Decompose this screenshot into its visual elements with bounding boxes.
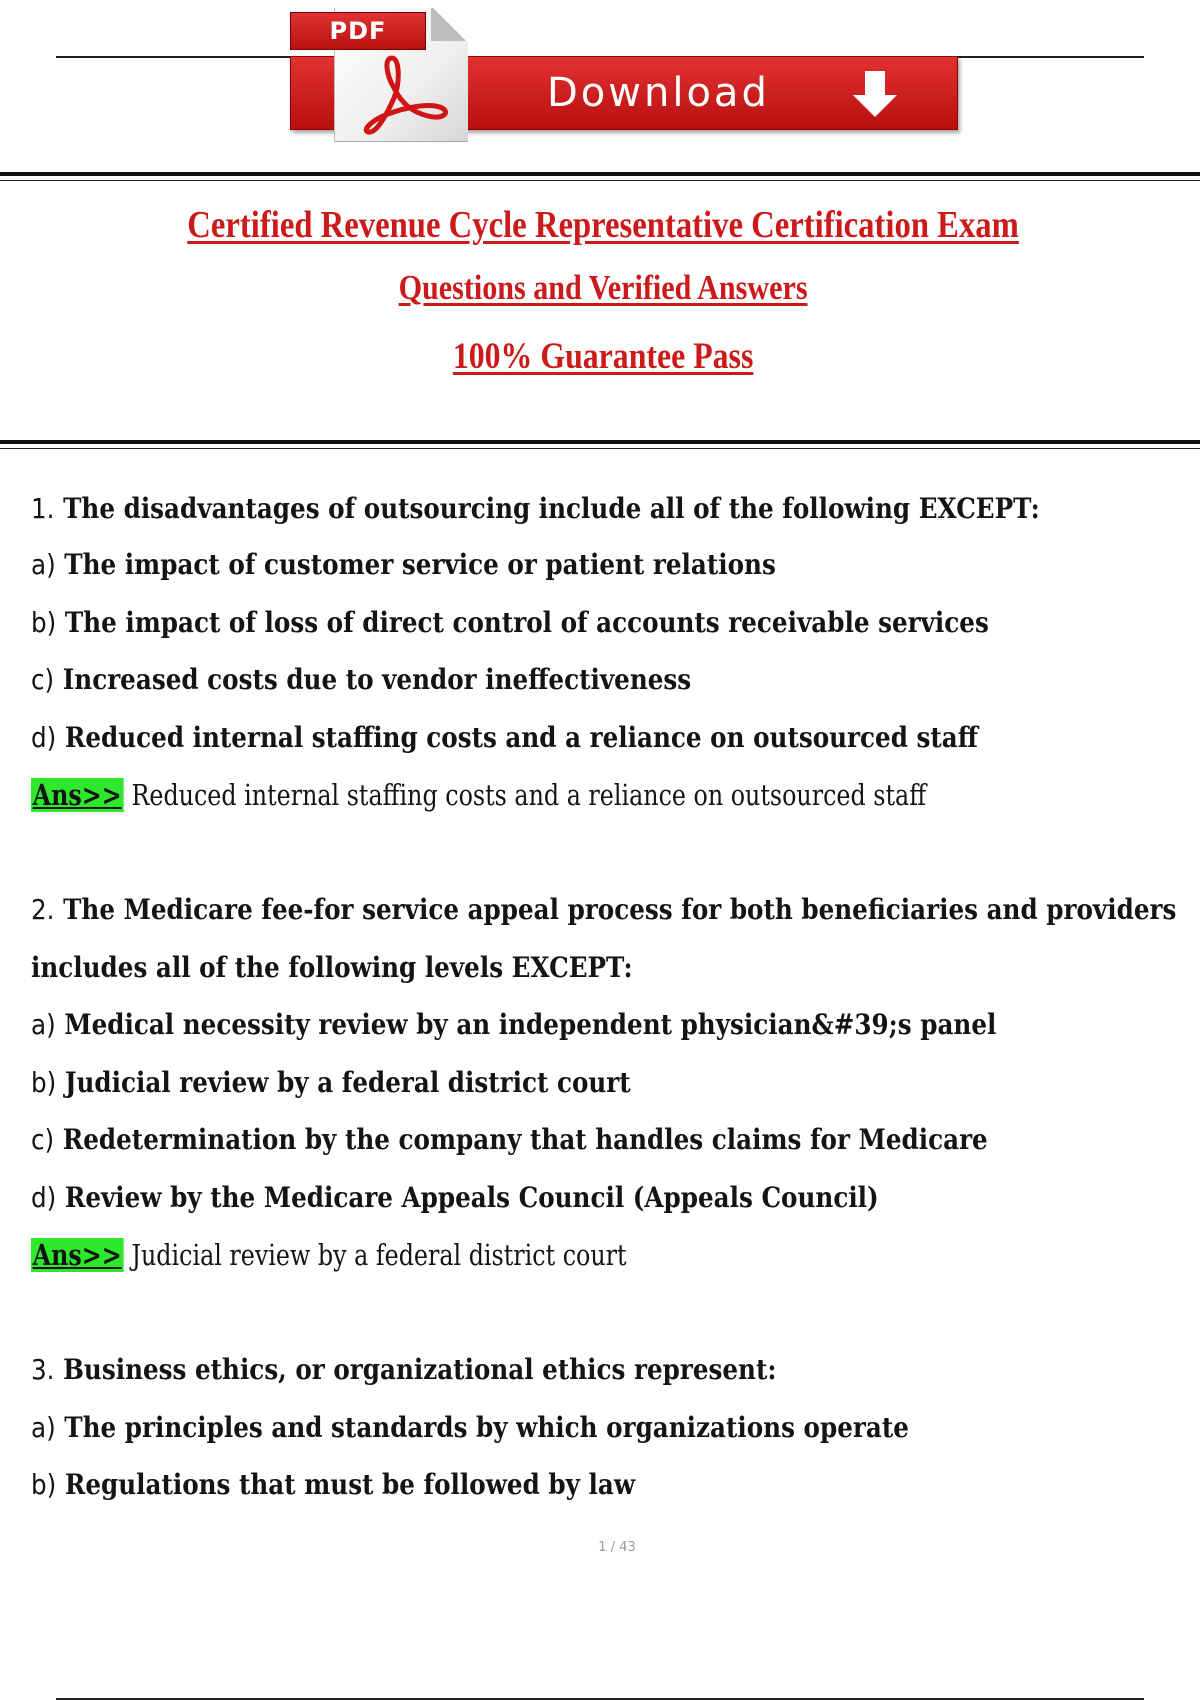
- arrow-down-icon: [851, 69, 899, 119]
- option-3b: [31, 1468, 635, 1502]
- question-text: Business ethics, or organizational ethics represent:: [63, 1353, 777, 1386]
- option-key: a): [31, 1411, 56, 1444]
- option-key: c): [31, 663, 55, 696]
- answer-2: [31, 1238, 627, 1272]
- option-2d: [31, 1181, 879, 1215]
- question-3: [31, 1353, 776, 1387]
- option-1a: [31, 548, 776, 582]
- option-1b: [31, 606, 989, 640]
- option-text: Medical necessity review by an independent physician&#39;s panel: [64, 1008, 997, 1041]
- option-key: b): [31, 1468, 57, 1501]
- answer-text: Reduced internal staffing costs and a reliance on outsourced staff: [131, 778, 927, 812]
- header-divider-top: [0, 172, 1200, 176]
- option-key: a): [31, 1008, 56, 1041]
- option-2a: [31, 1008, 996, 1042]
- pdf-label: PDF: [290, 12, 426, 50]
- answer-text: Judicial review by a federal district court: [131, 1238, 627, 1272]
- answer-tag: Ans>>: [32, 778, 122, 812]
- pdf-download-banner[interactable]: [290, 8, 956, 142]
- header-divider-top-thin: [0, 180, 1200, 181]
- question-1: [31, 492, 1040, 526]
- option-text: The principles and standards by which organizations operate: [64, 1411, 909, 1444]
- download-label: Download: [547, 70, 770, 116]
- option-text: Regulations that must be followed by law: [64, 1468, 636, 1501]
- document-subtitle: Questions and Verified Answers: [398, 268, 808, 307]
- option-1d: [31, 721, 978, 755]
- answer-tag: Ans>>: [32, 1238, 122, 1272]
- pdf-page-fold: [431, 8, 468, 41]
- option-text: Reduced internal staffing costs and a reliance on outsourced staff: [64, 721, 978, 754]
- question-text: includes all of the following levels EXCEPT:: [31, 951, 633, 984]
- option-2c: [31, 1123, 988, 1157]
- option-key: b): [31, 606, 57, 639]
- question-number: 3.: [31, 1353, 55, 1386]
- header-divider-bottom-thin: [0, 448, 1200, 449]
- header-divider-bottom: [0, 440, 1200, 444]
- question-text: The Medicare fee-for service appeal process for both beneficiaries and providers: [63, 893, 1177, 926]
- option-key: b): [31, 1066, 57, 1099]
- answer-1: [31, 778, 926, 812]
- question-number: 1.: [31, 492, 55, 525]
- document-title: Certified Revenue Cycle Representative Certification Exam: [187, 204, 1019, 246]
- question-2-continued: [31, 951, 633, 985]
- question-number: 2.: [31, 893, 55, 926]
- option-text: The impact of customer service or patient relations: [64, 548, 776, 581]
- option-text: The impact of loss of direct control of accounts receivable services: [64, 606, 989, 639]
- option-2b: [31, 1066, 631, 1100]
- option-text: Redetermination by the company that handles claims for Medicare: [62, 1123, 988, 1156]
- option-text: Review by the Medicare Appeals Council (Appeals Council): [64, 1181, 879, 1214]
- option-text: Judicial review by a federal district court: [64, 1066, 631, 1099]
- document-tagline: 100% Guarantee Pass: [452, 336, 754, 377]
- page-indicator: 1 / 43: [598, 1540, 636, 1555]
- option-3a: [31, 1411, 909, 1445]
- option-1c: [31, 663, 691, 697]
- option-key: c): [31, 1123, 55, 1156]
- option-key: a): [31, 548, 56, 581]
- option-key: d): [31, 721, 57, 754]
- question-text: The disadvantages of outsourcing include all of the following EXCEPT:: [63, 492, 1040, 525]
- option-key: d): [31, 1181, 57, 1214]
- question-2: [31, 893, 1176, 927]
- acrobat-pdf-icon: [348, 52, 458, 136]
- option-text: Increased costs due to vendor ineffectiveness: [62, 663, 692, 696]
